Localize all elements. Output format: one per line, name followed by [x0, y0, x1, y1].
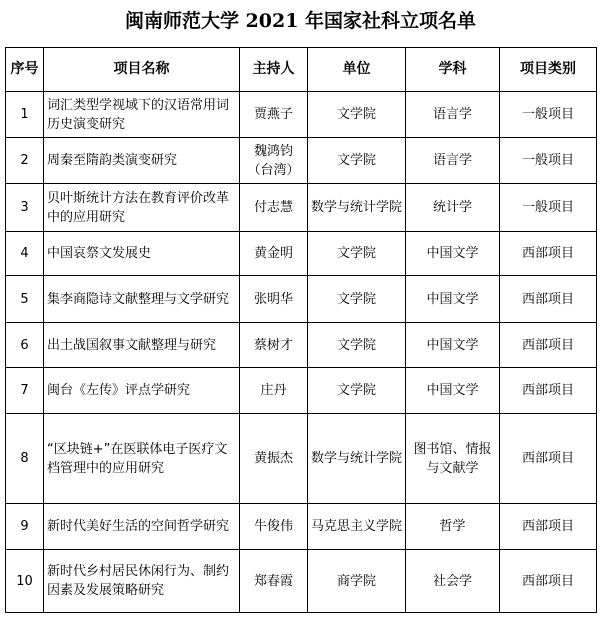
cell-name: 新时代美好生活的空间哲学研究 [44, 504, 240, 550]
cell-name: 中国哀祭文发展史 [44, 232, 240, 276]
table-row [6, 323, 597, 368]
cell-host: 张明华 [240, 276, 308, 323]
document-title: 闽南师范大学 2021 年国家社科立项名单 [124, 10, 477, 32]
table-row [6, 550, 597, 613]
cell-subject: 图书馆、情报与文献学 [406, 414, 500, 504]
cell-type: 西部项目 [500, 323, 597, 368]
cell-no: 2 [6, 138, 44, 184]
cell-subject: 中国文学 [406, 276, 500, 323]
cell-no: 10 [6, 550, 44, 613]
cell-type: 西部项目 [500, 550, 597, 613]
cell-no: 5 [6, 276, 44, 323]
cell-host: 黄金明 [240, 232, 308, 276]
cell-no: 6 [6, 323, 44, 368]
table-row [6, 232, 597, 276]
table-header-row [6, 48, 597, 92]
cell-no: 9 [6, 504, 44, 550]
cell-unit: 文学院 [308, 368, 406, 414]
table-row [6, 138, 597, 184]
cell-type: 一般项目 [500, 138, 597, 184]
header-no: 序号 [6, 48, 44, 92]
cell-name: 贝叶斯统计方法在教育评价改革中的应用研究 [44, 184, 240, 232]
cell-type: 西部项目 [500, 276, 597, 323]
project-table [5, 47, 597, 613]
cell-name: 词汇类型学视域下的汉语常用词历史演变研究 [44, 92, 240, 138]
cell-name: 集李商隐诗文献整理与文学研究 [44, 276, 240, 323]
cell-name: 周秦至隋韵类演变研究 [44, 138, 240, 184]
cell-type: 西部项目 [500, 414, 597, 504]
cell-type: 一般项目 [500, 184, 597, 232]
cell-name: 闽台《左传》评点学研究 [44, 368, 240, 414]
header-host: 主持人 [240, 48, 308, 92]
cell-no: 4 [6, 232, 44, 276]
header-subject: 学科 [406, 48, 500, 92]
table-row [6, 276, 597, 323]
cell-subject: 中国文学 [406, 323, 500, 368]
cell-host: 蔡树才 [240, 323, 308, 368]
cell-type: 西部项目 [500, 368, 597, 414]
cell-no: 3 [6, 184, 44, 232]
cell-subject: 统计学 [406, 184, 500, 232]
cell-unit: 数学与统计学院 [308, 184, 406, 232]
cell-type: 西部项目 [500, 504, 597, 550]
cell-unit: 文学院 [308, 138, 406, 184]
header-type: 项目类别 [500, 48, 597, 92]
cell-host: 贾燕子 [240, 92, 308, 138]
cell-host: 魏鸿钧（台湾） [240, 138, 308, 184]
cell-host: 庄丹 [240, 368, 308, 414]
cell-subject: 语言学 [406, 92, 500, 138]
cell-no: 7 [6, 368, 44, 414]
table-row [6, 504, 597, 550]
cell-unit: 文学院 [308, 323, 406, 368]
cell-host: 牛俊伟 [240, 504, 308, 550]
cell-unit: 数学与统计学院 [308, 414, 406, 504]
table-row [6, 184, 597, 232]
cell-unit: 马克思主义学院 [308, 504, 406, 550]
cell-type: 一般项目 [500, 92, 597, 138]
cell-type: 西部项目 [500, 232, 597, 276]
cell-name: “区块链+”在医联体电子医疗文档管理中的应用研究 [44, 414, 240, 504]
cell-subject: 哲学 [406, 504, 500, 550]
cell-no: 1 [6, 92, 44, 138]
cell-host: 郑春霞 [240, 550, 308, 613]
cell-subject: 社会学 [406, 550, 500, 613]
cell-unit: 商学院 [308, 550, 406, 613]
cell-unit: 文学院 [308, 232, 406, 276]
table-row [6, 414, 597, 504]
table-row [6, 368, 597, 414]
cell-unit: 文学院 [308, 92, 406, 138]
cell-subject: 中国文学 [406, 232, 500, 276]
header-unit: 单位 [308, 48, 406, 92]
cell-name: 出土战国叙事文献整理与研究 [44, 323, 240, 368]
cell-subject: 中国文学 [406, 368, 500, 414]
cell-host: 黄振杰 [240, 414, 308, 504]
cell-unit: 文学院 [308, 276, 406, 323]
header-name: 项目名称 [44, 48, 240, 92]
cell-name: 新时代乡村居民休闲行为、制约因素及发展策略研究 [44, 550, 240, 613]
table-row [6, 92, 597, 138]
cell-host: 付志慧 [240, 184, 308, 232]
cell-subject: 语言学 [406, 138, 500, 184]
cell-no: 8 [6, 414, 44, 504]
